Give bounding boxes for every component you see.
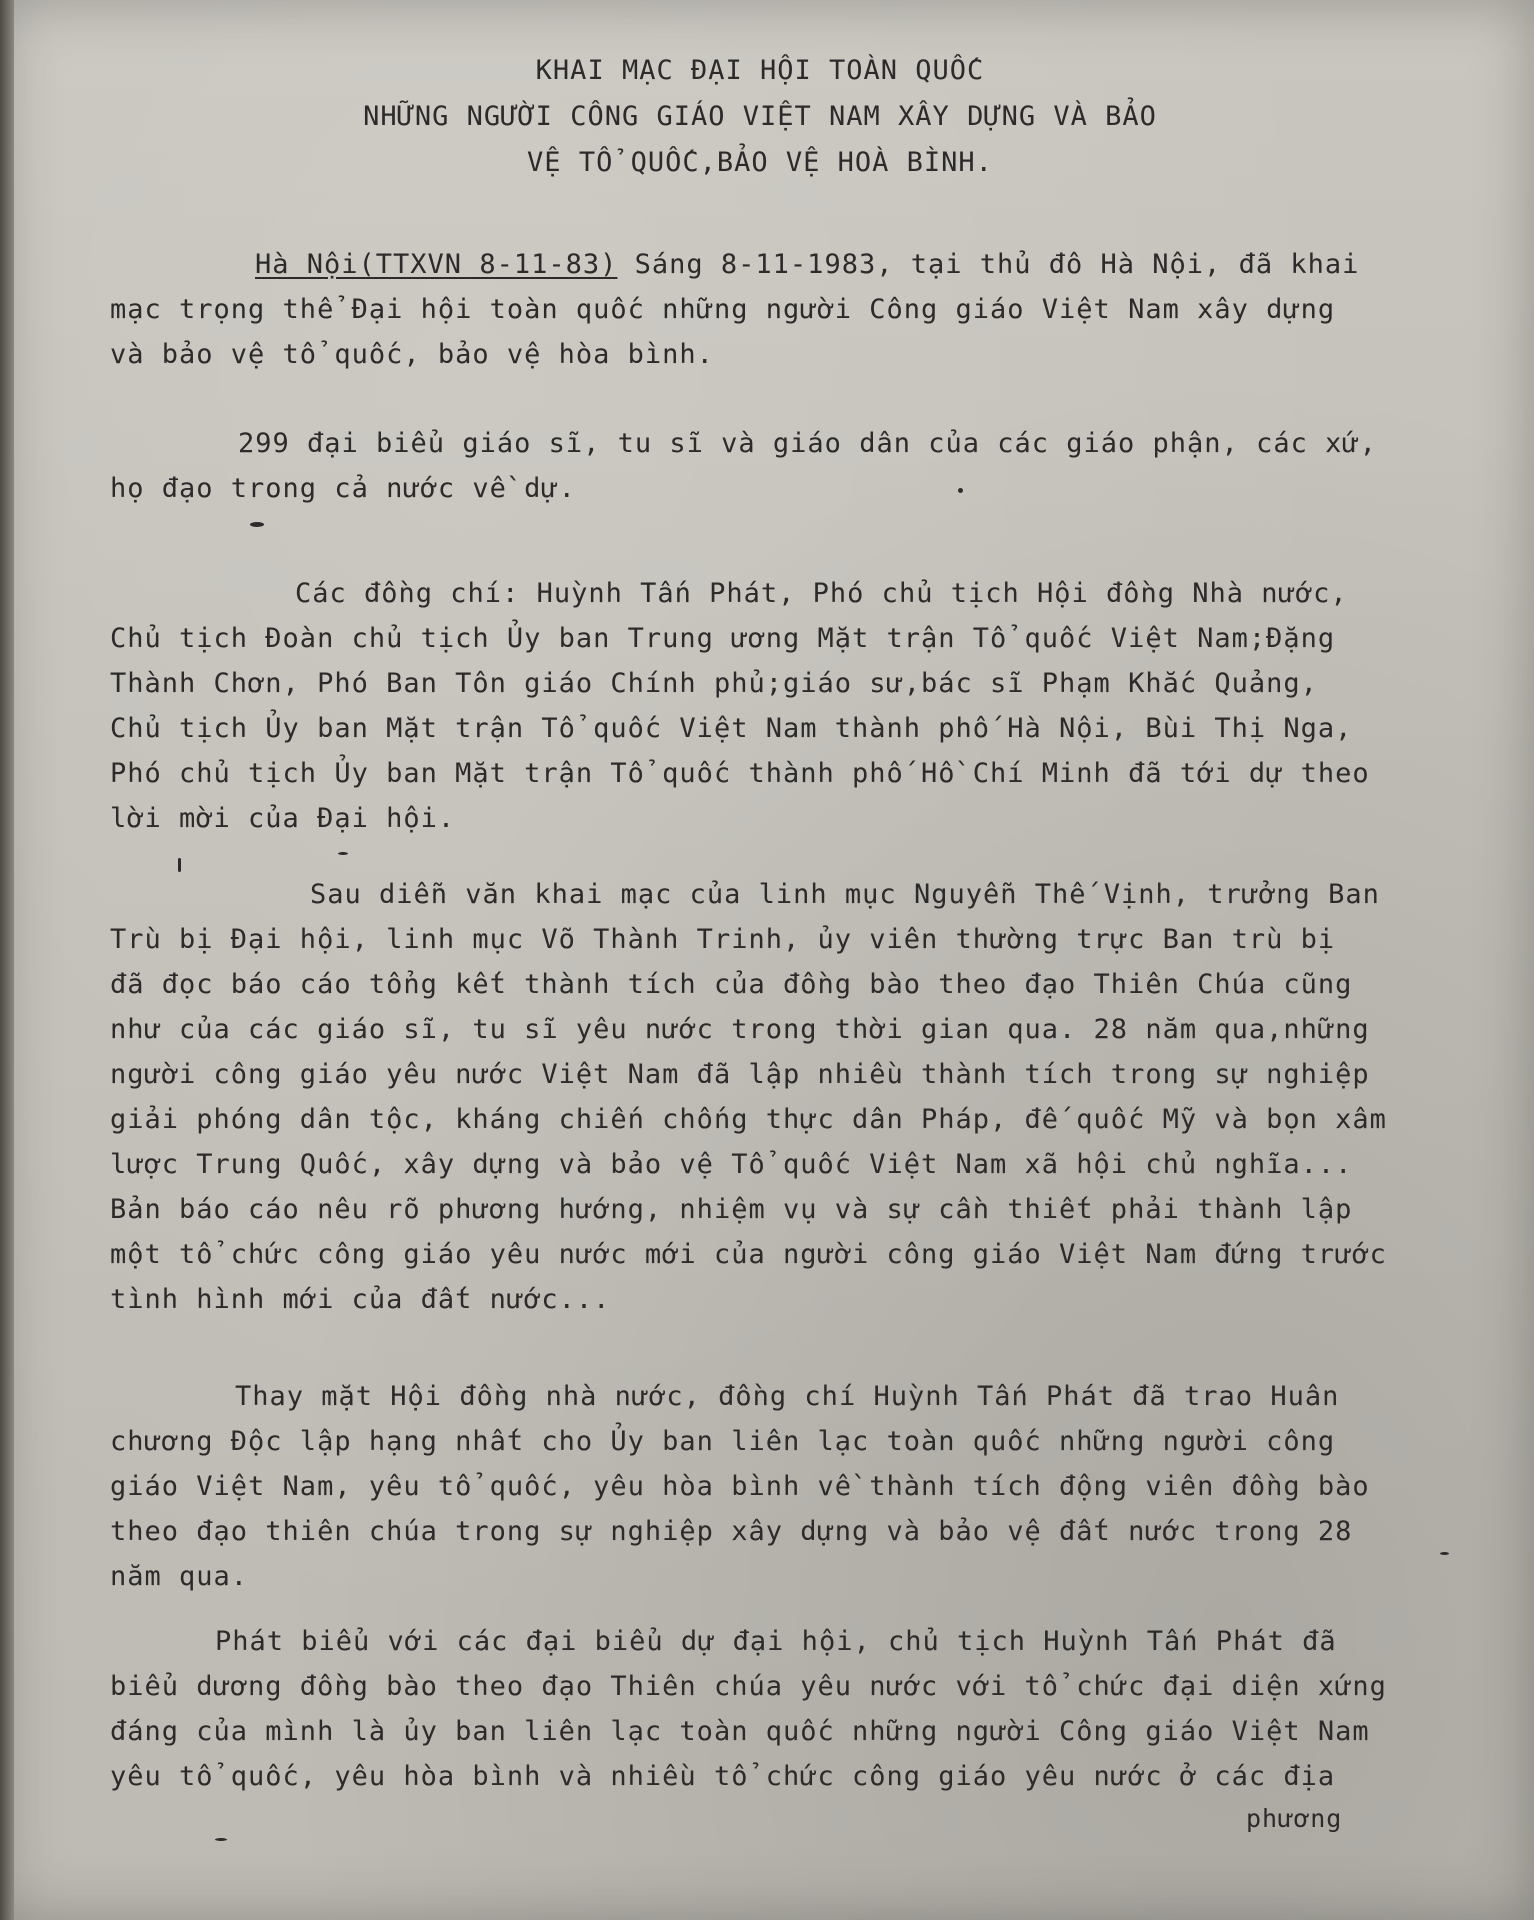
paragraph-6-line: đáng của mình là ủy ban liên lạc toàn quốc những người Công giáo Việt Nam xyxy=(110,1716,1370,1747)
paragraph-4-line: Trù bị Đại hội, linh mục Võ Thành Trinh, ủy viên thường trực Ban trù bị xyxy=(110,924,1336,955)
paragraph-3 xyxy=(110,571,1430,841)
page-continuation-word: phương xyxy=(1246,1804,1343,1833)
paragraph-4-line: như của các giáo sĩ, tu sĩ yêu nước trong thời gian qua. 28 năm qua,những xyxy=(110,1014,1370,1045)
title-line-2: NHỮNG NGƯỜI CÔNG GIÁO VIỆT NAM XÂY DỰNG VÀ BẢO xyxy=(363,101,1157,132)
paragraph-6 xyxy=(110,1619,1430,1799)
paragraph-5-line: giáo Việt Nam, yêu tổ quốc, yêu hòa bình về thành tích động viên đồng bào xyxy=(110,1471,1370,1502)
paragraph-5-line: theo đạo thiên chúa trong sự nghiệp xây dựng và bảo vệ đất nước trong 28 xyxy=(110,1516,1353,1547)
title-line-3: VỆ TỔ QUỐC,BẢO VỆ HOÀ BÌNH. xyxy=(527,147,993,178)
title-line-1: KHAI MẠC ĐẠI HỘI TOÀN QUỐC xyxy=(535,55,985,86)
paragraph-2-line: họ đạo trong cả nước về dự. xyxy=(110,473,576,504)
paragraph-5 xyxy=(110,1374,1430,1599)
paragraph-3-line: lời mời của Đại hội. xyxy=(110,803,456,834)
paragraph-1-line: mạc trọng thể Đại hội toàn quốc những người Công giáo Việt Nam xây dựng xyxy=(110,294,1336,325)
paragraph-3-line: Các đồng chí: Huỳnh Tấn Phát, Phó chủ tịch Hội đồng Nhà nước, xyxy=(295,578,1348,609)
ink-speck xyxy=(250,522,264,527)
paragraph-4 xyxy=(110,872,1430,1322)
page-left-edge xyxy=(0,0,14,1920)
ink-speck xyxy=(958,488,963,493)
paragraph-6-line: yêu tổ quốc, yêu hòa bình và nhiều tổ chức công giáo yêu nước ở các địa xyxy=(110,1761,1336,1792)
ink-speck xyxy=(1440,1552,1449,1555)
paragraph-3-line: Thành Chơn, Phó Ban Tôn giáo Chính phủ;giáo sư,bác sĩ Phạm Khắc Quảng, xyxy=(110,668,1318,699)
ink-speck xyxy=(178,858,181,872)
paragraph-6-line: Phát biểu với các đại biểu dự đại hội, chủ tịch Huỳnh Tấn Phát đã xyxy=(215,1626,1337,1657)
paragraph-3-line: Chủ tịch Đoàn chủ tịch Ủy ban Trung ương Mặt trận Tổ quốc Việt Nam;Đặng xyxy=(110,623,1336,654)
paragraph-1-line xyxy=(110,242,1430,287)
paragraph-5-line: năm qua. xyxy=(110,1561,249,1592)
dateline: Hà Nội(TTXVN 8-11-83) xyxy=(255,249,618,280)
paragraph-4-line: một tổ chức công giáo yêu nước mới của người công giáo Việt Nam đứng trước xyxy=(110,1239,1387,1270)
paragraph-4-line: Bản báo cáo nêu rõ phương hướng, nhiệm vụ và sự cần thiết phải thành lập xyxy=(110,1194,1353,1225)
paragraph-2-line: 299 đại biểu giáo sĩ, tu sĩ và giáo dân của các giáo phận, các xứ, xyxy=(238,428,1377,459)
paragraph-5-line: chương Độc lập hạng nhất cho Ủy ban liên lạc toàn quốc những người công xyxy=(110,1426,1336,1457)
paragraph-3-line: Phó chủ tịch Ủy ban Mặt trận Tổ quốc thành phố Hồ Chí Minh đã tới dự theo xyxy=(110,758,1370,789)
paragraph-5-line: Thay mặt Hội đồng nhà nước, đồng chí Huỳnh Tấn Phát đã trao Huân xyxy=(235,1381,1340,1412)
paragraph-4-line: giải phóng dân tộc, kháng chiến chống thực dân Pháp, đế quốc Mỹ và bọn xâm xyxy=(110,1104,1387,1135)
ink-speck xyxy=(338,852,348,855)
document-title xyxy=(340,48,1180,186)
paragraph-2 xyxy=(110,421,1430,511)
paragraph-4-line: lược Trung Quốc, xây dựng và bảo vệ Tổ quốc Việt Nam xã hội chủ nghĩa... xyxy=(110,1149,1353,1180)
paragraph-1-line: và bảo vệ tổ quốc, bảo vệ hòa bình. xyxy=(110,339,714,370)
paragraph-4-line: đã đọc báo cáo tổng kết thành tích của đồng bào theo đạo Thiên Chúa cũng xyxy=(110,969,1353,1000)
paragraph-4-line: tình hình mới của đất nước... xyxy=(110,1284,611,1315)
paragraph-4-line: Sau diễn văn khai mạc của linh mục Nguyễn Thế Vịnh, trưởng Ban xyxy=(310,879,1380,910)
paragraph-1-line-1-text: Sáng 8-11-1983, tại thủ đô Hà Nội, đã khai xyxy=(617,249,1360,280)
paragraph-1 xyxy=(110,242,1430,377)
paragraph-4-line: người công giáo yêu nước Việt Nam đã lập nhiều thành tích trong sự nghiệp xyxy=(110,1059,1370,1090)
ink-speck xyxy=(215,1838,227,1841)
paragraph-3-line: Chủ tịch Ủy ban Mặt trận Tổ quốc Việt Nam thành phố Hà Nội, Bùi Thị Nga, xyxy=(110,713,1353,744)
paragraph-6-line: biểu dương đồng bào theo đạo Thiên chúa yêu nước với tổ chức đại diện xứng xyxy=(110,1671,1387,1702)
